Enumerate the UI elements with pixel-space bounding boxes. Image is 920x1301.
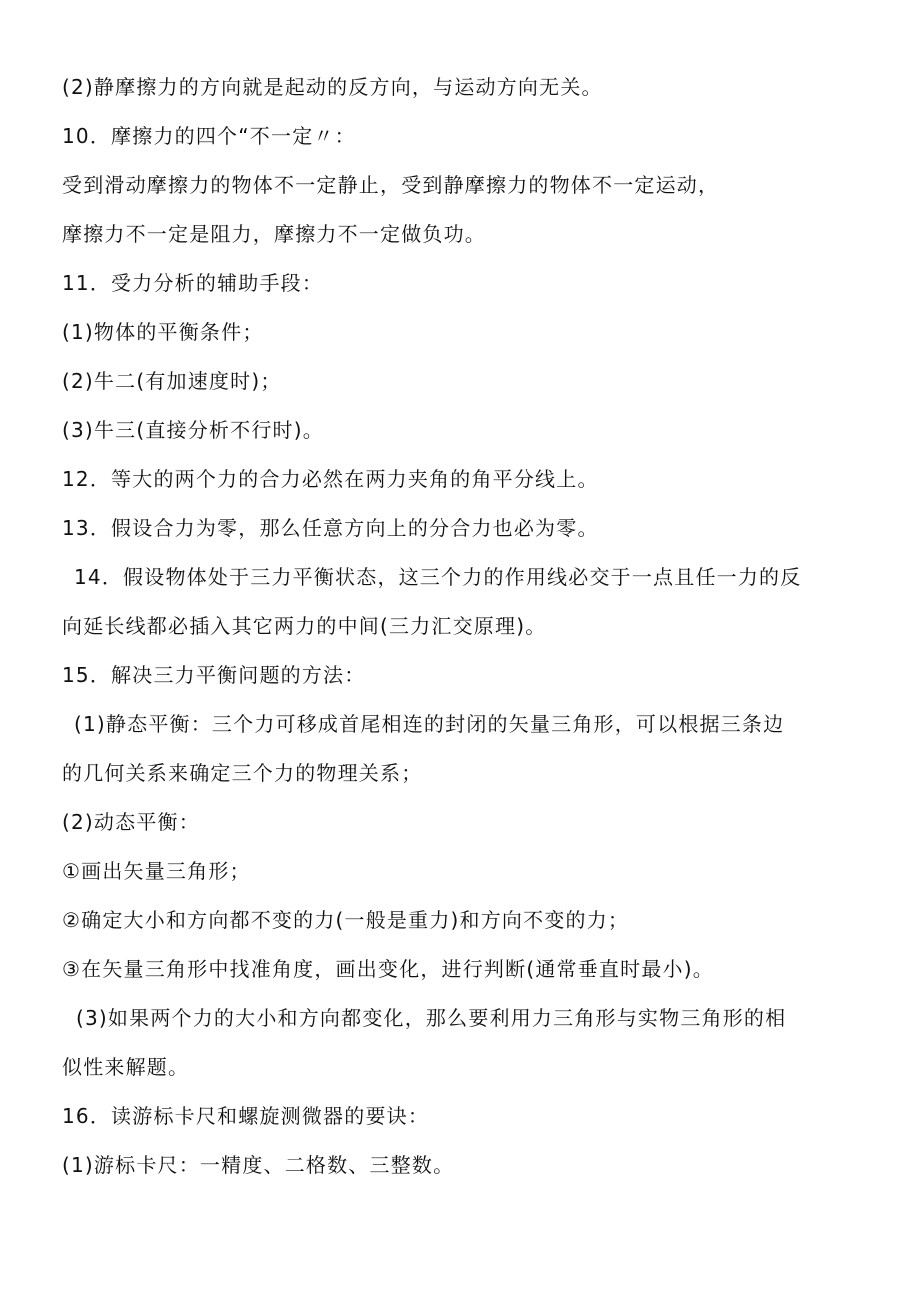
text-line-3: 受到滑动摩擦力的物体不一定静止，受到静摩擦力的物体不一定运动，	[62, 173, 720, 197]
text-line-20: (3)如果两个力的大小和方向都变化，那么要利用力三角形与实物三角形的相	[76, 1006, 787, 1030]
text-line-19: ③在矢量三角形中找准角度，画出变化，进行判断(通常垂直时最小)。	[62, 957, 714, 981]
text-line-6: (1)物体的平衡条件；	[62, 320, 264, 344]
text-line-21: 似性来解题。	[62, 1055, 190, 1079]
text-line-1: (2)静摩擦力的方向就是起动的反方向，与运动方向无关。	[62, 75, 603, 99]
text-line-4: 摩擦力不一定是阻力，摩擦力不一定做负功。	[62, 222, 486, 246]
text-line-8: (3)牛三(直接分析不行时)。	[62, 418, 324, 442]
text-line-7: (2)牛二(有加速度时)；	[62, 369, 282, 393]
text-line-14: (1)静态平衡：三个力可移成首尾相连的封闭的矢量三角形，可以根据三条边	[74, 712, 785, 736]
text-line-16: (2)动态平衡：	[62, 810, 200, 834]
text-line-17: ①画出矢量三角形；	[62, 859, 251, 883]
text-line-5: 11．受力分析的辅助手段：	[62, 271, 324, 295]
text-line-12: 向延长线都必插入其它两力的中间(三力汇交原理)。	[62, 614, 547, 638]
text-line-10: 13．假设合力为零，那么任意方向上的分合力也必为零。	[62, 516, 599, 540]
text-line-15: 的几何关系来确定三个力的物理关系；	[62, 761, 423, 785]
text-line-2: 10．摩擦力的四个“不一定〃：	[62, 124, 356, 148]
text-line-22: 16．读游标卡尺和螺旋测微器的要诀：	[62, 1104, 430, 1128]
text-line-9: 12．等大的两个力的合力必然在两力夹角的角平分线上。	[62, 467, 599, 491]
text-line-13: 15．解决三力平衡问题的方法：	[62, 663, 366, 687]
text-line-23: (1)游标卡尺：一精度、二格数、三整数。	[62, 1153, 455, 1177]
text-line-11: 14．假设物体处于三力平衡状态，这三个力的作用线必交于一点且任一力的反	[74, 565, 802, 589]
text-line-18: ②确定大小和方向都不变的力(一般是重力)和方向不变的力；	[62, 908, 630, 932]
